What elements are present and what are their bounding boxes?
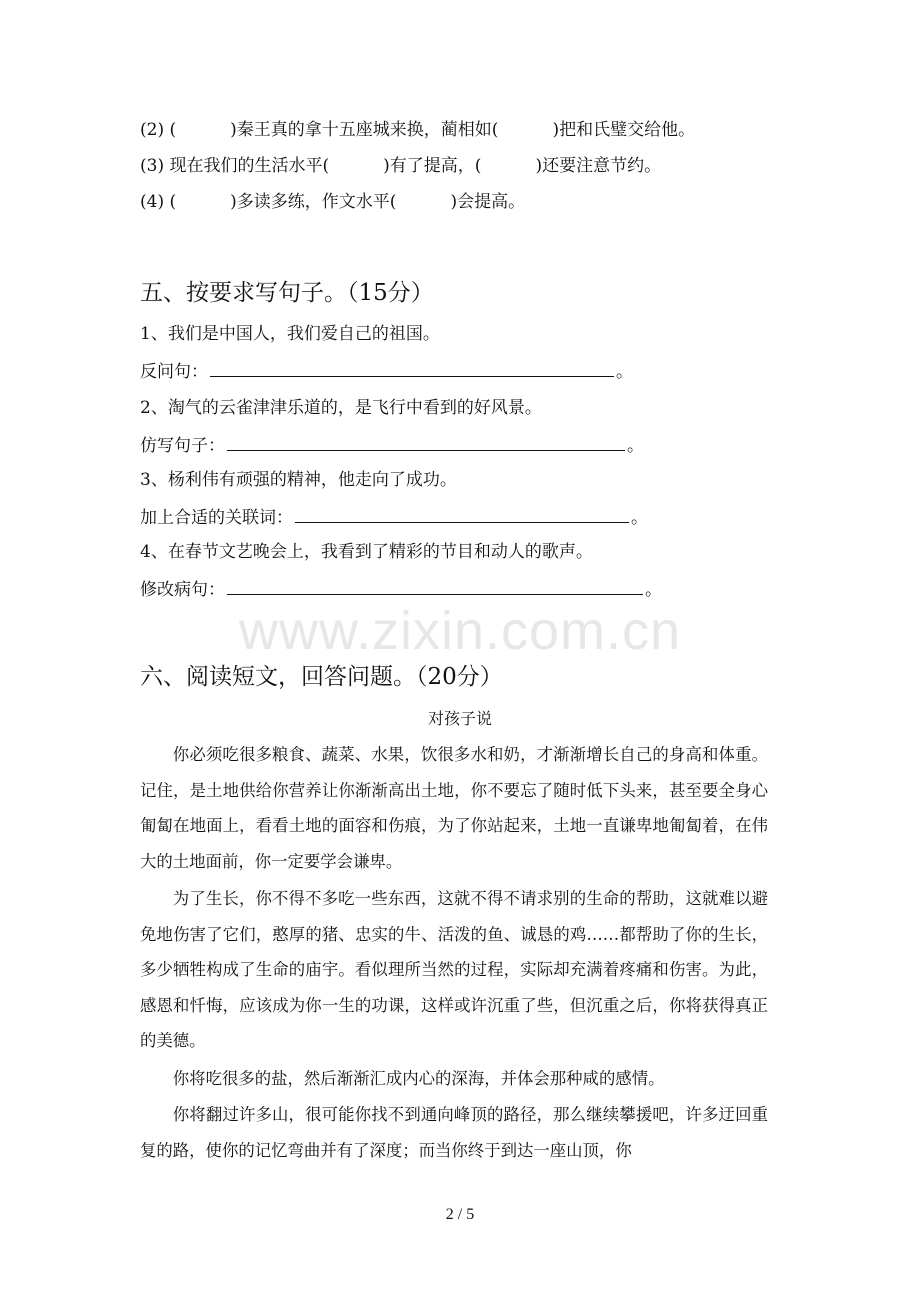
passage-paragraph-1: 你必须吃很多粮食、蔬菜、水果，饮很多水和奶，才渐渐增长自己的身高和体重。记住，是土地供给你营养让你渐渐高出土地，你不要忘了随时低下头来，甚至要全身心匍匐在地面上，看看土地的面容和伤痕，为了你站起来，土地一直谦卑地匍匐着，在伟大的土地面前，你一定要学会谦卑。: [140, 745, 768, 871]
watermark: www.zixin.com.cn: [238, 601, 682, 661]
passage-title: 对孩子说: [427, 709, 492, 728]
answer-prompt: 反问句：: [140, 362, 208, 382]
answer-end: 。: [631, 508, 648, 528]
answer-blank[interactable]: [227, 576, 643, 595]
passage-paragraph-2: 为了生长，你不得不多吃一些东西，这就不得不请求别的生命的帮助，这就难以避免地伤害了它们，憨厚的猪、忠实的牛、活泼的鱼、诚恳的鸡……都帮助了你的生长，多少牺牲构成了生命的庙宇。看似理所当然的过程，实际却充满着疼痛和伤害。为此，感恩和忏悔，应该成为你一生的功课，这样或许沉重了些，但沉重之后，你将获得真正的美德。: [140, 889, 768, 1050]
page-number: 2 / 5: [445, 1206, 475, 1223]
section6-heading: 六、阅读短文，回答问题。（20分）: [140, 664, 503, 690]
s5-answer-2: [140, 432, 644, 458]
fill-line-2: (2) ( )秦王真的拿十五座城来换，蔺相如( )把和氏璧交给他。: [140, 120, 696, 140]
answer-prompt: 仿写句子：: [140, 436, 225, 456]
passage-paragraph-3: 你将吃很多的盐，然后渐渐汇成内心的深海，并体会那种咸的感情。: [172, 1069, 665, 1088]
passage-paragraph-4: 你将翻过许多山，很可能你找不到通向峰顶的路径，那么继续攀援吧，许多迂回重复的路，使你的记忆弯曲并有了深度；而当你终于到达一座山顶，你: [140, 1105, 768, 1160]
s5-sentence-3: 3、杨利伟有顽强的精神，他走向了成功。: [140, 470, 457, 490]
answer-prompt: 加上合适的关联词：: [140, 508, 293, 528]
answer-prompt: 修改病句：: [140, 580, 225, 600]
s5-sentence-2: 2、淘气的云雀津津乐道的，是飞行中看到的好风景。: [140, 398, 542, 418]
answer-blank[interactable]: [210, 358, 614, 377]
s5-answer-1: [140, 358, 633, 384]
answer-end: 。: [627, 436, 644, 456]
section5-heading: 五、按要求写句子。（15分）: [140, 280, 434, 306]
s5-sentence-4: 4、在春节文艺晚会上，我看到了精彩的节目和动人的歌声。: [140, 542, 593, 562]
s5-sentence-1: 1、我们是中国人，我们爱自己的祖国。: [140, 324, 440, 344]
answer-end: 。: [645, 580, 662, 600]
s5-answer-3: [140, 504, 648, 530]
answer-end: 。: [616, 362, 633, 382]
fill-line-3: (3) 现在我们的生活水平( )有了提高，( )还要注意节约。: [140, 156, 662, 176]
s5-answer-4: [140, 576, 662, 602]
fill-line-4: (4) ( )多读多练，作文水平( )会提高。: [140, 192, 526, 212]
answer-blank[interactable]: [227, 432, 625, 451]
answer-blank[interactable]: [295, 504, 629, 523]
